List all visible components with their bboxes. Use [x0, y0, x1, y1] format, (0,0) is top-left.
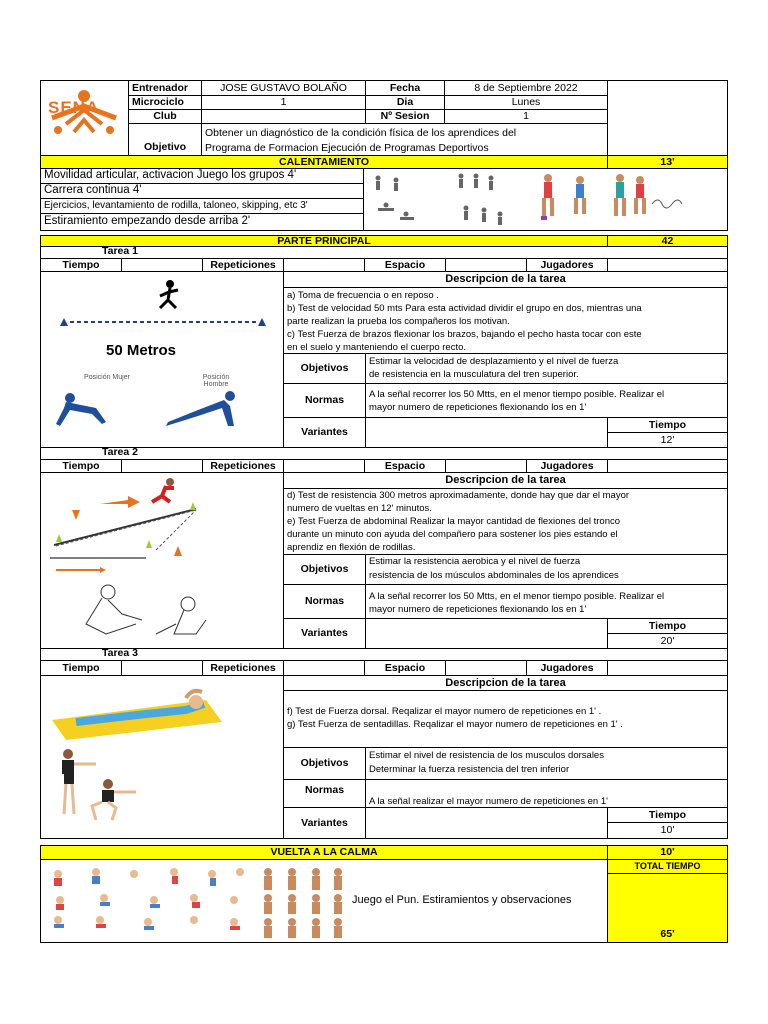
t2-desc-line-4: durante un minuto con ayuda del compañero para sostener los pies estando el: [287, 529, 618, 540]
t1-objetivos-line-1: Estimar la velocidad de desplazamiento y el nivel de fuerza: [369, 356, 619, 367]
calentamiento-item-1: Movilidad articular, activacion Juego los grupos 4': [40, 168, 364, 184]
t2-jugadores-label: Jugadores: [526, 459, 608, 473]
t2-repeticiones-label: Repeticiones: [202, 459, 284, 473]
t3-desc-box: [283, 690, 728, 748]
t3-tiempo-right-value: 10': [607, 822, 728, 839]
t2-desc-line-1: d) Test de resistencia 300 metros aproximadamente, donde hay que dar el mayor: [287, 490, 630, 501]
t1-pos-mujer-label: Posición Mujer: [84, 374, 130, 381]
t3-espacio-value: [445, 660, 527, 676]
t3-desc-line-2: g) Test Fuerza de sentadillas. Reqalizar el mayor numero de repeticiones en 1' .: [287, 719, 623, 730]
t2-tiempo-right-value: 20': [607, 633, 728, 649]
t2-tiempo-label: Tiempo: [40, 459, 122, 473]
objetivo-line1: Obtener un diagnóstico de la condición física de los aprendices del: [205, 127, 517, 139]
calentamiento-item-3: Ejercicios, levantamiento de rodilla, taloneo, skipping, etc 3': [40, 198, 364, 214]
t3-desc-line-1: f) Test de Fuerza dorsal. Reqalizar el mayor numero de repeticiones en 1' .: [287, 706, 602, 717]
t2-normas-box: [365, 584, 728, 619]
t3-normas-label: Normas: [283, 779, 366, 808]
t1-repeticiones-value: [283, 258, 365, 272]
t1-tiempo-label: Tiempo: [40, 258, 122, 272]
t1-tiempo-right-label: Tiempo: [607, 417, 728, 433]
t2-tiempo-right-label: Tiempo: [607, 618, 728, 634]
calma-text: Juego el Pun. Estiramientos y observaciones: [352, 894, 572, 906]
t2-normas-label: Normas: [283, 584, 366, 619]
t1-espacio-value: [445, 258, 527, 272]
t3-jugadores-label: Jugadores: [526, 660, 608, 676]
tarea-1-title: Tarea 1: [102, 245, 138, 257]
t2-desc-box: [283, 488, 728, 555]
calentamiento-item-2: Carrera continua 4': [40, 183, 364, 199]
t1-jugadores-label: Jugadores: [526, 258, 608, 272]
t1-normas-label: Normas: [283, 383, 366, 418]
t2-desc-line-2: numero de vueltas en 12' minutos.: [287, 503, 432, 514]
t3-tiempo-value: [121, 660, 203, 676]
t2-normas-line-1: A la señal recorrer los 50 Mtts, en el menor tiempo posible. Realizar el: [369, 591, 665, 602]
t1-objetivos-box: [365, 353, 728, 384]
calentamiento-time: 13': [607, 155, 728, 169]
sesion-value: 1: [444, 109, 608, 124]
objetivo-text: [201, 123, 608, 156]
objetivo-line2: Programa de Formacion Ejecución de Programas Deportivos: [205, 142, 489, 154]
t2-espacio-label: Espacio: [364, 459, 446, 473]
t1-repeticiones-label: Repeticiones: [202, 258, 284, 272]
dia-value: Lunes: [444, 95, 608, 110]
t1-normas-line-2: mayor numero de repeticiones flexionando los en 1': [369, 402, 587, 413]
t2-objetivos-label: Objetivos: [283, 554, 366, 585]
t3-desc-header: Descripcion de la tarea: [283, 675, 728, 691]
t2-desc-line-3: e) Test Fuerza de abdominal Realizar la mayor cantidad de flexiones del tronco: [287, 516, 621, 527]
t1-desc-line-4: c) Test Fuerza de brazos flexionar los brazos, bajando el pecho hasta tocar con este: [287, 329, 642, 340]
t3-variantes-value: [365, 807, 608, 839]
sena-logo: [44, 84, 124, 152]
header-right-blank: [607, 80, 728, 156]
t1-desc-line-5: en el suelo y manteniendo el cuerpo recto.: [287, 342, 467, 353]
t2-resistance-illustration: [46, 474, 280, 646]
t1-variantes-label: Variantes: [283, 417, 366, 448]
t3-espacio-label: Espacio: [364, 660, 446, 676]
t1-normas-line-1: A la señal recorrer los 50 Mtts, en el menor tiempo posible. Realizar el: [369, 389, 665, 400]
calma-stretch-illustration-left: [44, 864, 254, 940]
fecha-label: Fecha: [365, 80, 445, 96]
t3-repeticiones-value: [283, 660, 365, 676]
t3-repeticiones-label: Repeticiones: [202, 660, 284, 676]
fecha-value: 8 de Septiembre 2022: [444, 80, 608, 96]
t1-desc-header: Descripcion de la tarea: [283, 271, 728, 288]
t1-50-metros-label: 50 Metros: [106, 342, 177, 359]
t1-desc-box: [283, 287, 728, 354]
t2-espacio-value: [445, 459, 527, 473]
t3-objetivos-line-2: Determinar la fuerza resistencia del tren inferior: [369, 764, 570, 775]
t3-tiempo-label: Tiempo: [40, 660, 122, 676]
calma-time: 10': [607, 845, 728, 860]
t2-desc-line-5: aprendiz en flexión de rodillas.: [287, 542, 416, 553]
warmup-group-illustration: [366, 170, 514, 228]
t2-variantes-value: [365, 618, 608, 649]
total-tiempo-value: 65': [607, 873, 728, 943]
objetivo-label: Objetivo: [128, 123, 202, 156]
t2-jugadores-value: [607, 459, 728, 473]
t1-variantes-value: [365, 417, 608, 448]
total-tiempo-label: TOTAL TIEMPO: [607, 859, 728, 874]
sesion-label: Nº Sesion: [365, 109, 445, 124]
t1-desc-line-1: a) Toma de frecuencia o en reposo .: [287, 290, 439, 301]
t3-jugadores-value: [607, 660, 728, 676]
t1-desc-line-3: parte realizan la prueba los compañeros los motivan.: [287, 316, 510, 327]
t3-objetivos-label: Objetivos: [283, 747, 366, 780]
microciclo-label: Microciclo: [128, 95, 202, 110]
entrenador-label: Entrenador: [128, 80, 202, 96]
principal-title: PARTE PRINCIPAL: [40, 235, 608, 247]
calma-title: VUELTA A LA CALMA: [40, 845, 608, 860]
t3-objetivos-box: [365, 747, 728, 780]
sena-logo-icon: [44, 84, 124, 152]
warmup-runners-illustration: [528, 170, 688, 228]
t1-pos-hombre-label: Posición Hombre: [202, 374, 230, 388]
tarea-3-title: Tarea 3: [102, 647, 138, 659]
t1-desc-line-2: b) Test de velocidad 50 mts Para esta actividad dividir el grupo en dos, mientras una: [287, 303, 642, 314]
calentamiento-title: CALENTAMIENTO: [40, 155, 608, 169]
t2-objetivos-box: [365, 554, 728, 585]
t1-objetivos-line-2: de resistencia en la musculatura del tren superior.: [369, 369, 579, 380]
calentamiento-item-4: Estiramiento empezando desde arriba 2': [40, 213, 364, 231]
dia-label: Dia: [365, 95, 445, 110]
t3-exercise-illustration: [46, 680, 280, 836]
t1-espacio-label: Espacio: [364, 258, 446, 272]
t2-tiempo-value: [121, 459, 203, 473]
club-label: Club: [128, 109, 202, 124]
t1-normas-box: [365, 383, 728, 418]
t3-normas-box: [365, 779, 728, 808]
logo-text: SENA: [48, 98, 100, 117]
t2-variantes-label: Variantes: [283, 618, 366, 649]
t1-tiempo-right-value: 12': [607, 432, 728, 448]
t3-tiempo-right-label: Tiempo: [607, 807, 728, 823]
tarea-2-title: Tarea 2: [102, 446, 138, 458]
t2-normas-line-2: mayor numero de repeticiones flexionando los en 1': [369, 604, 587, 615]
t2-desc-header: Descripcion de la tarea: [283, 472, 728, 489]
t1-jugadores-value: [607, 258, 728, 272]
t3-normas-line-1: A la señal realizar el mayor numero de repeticiones en 1': [369, 796, 608, 807]
t2-repeticiones-value: [283, 459, 365, 473]
calma-stretch-illustration-right: [256, 864, 350, 940]
principal-time: 42: [607, 235, 728, 247]
t1-objetivos-label: Objetivos: [283, 353, 366, 384]
club-value: [201, 109, 366, 124]
entrenador-value: JOSE GUSTAVO BOLAÑO: [201, 80, 366, 96]
t2-objetivos-line-1: Estimar la resistencia aerobica y el nivel de fuerza: [369, 556, 581, 567]
t3-objetivos-line-1: Estimar el nivel de resistencia de los musculos dorsales: [369, 750, 604, 761]
t1-tiempo-value: [121, 258, 203, 272]
t1-sprint-illustration: [48, 276, 278, 444]
t2-objetivos-line-2: resistencia de los músculos abdominales de los aprendices: [369, 570, 619, 581]
t3-variantes-label: Variantes: [283, 807, 366, 839]
microciclo-value: 1: [201, 95, 366, 110]
